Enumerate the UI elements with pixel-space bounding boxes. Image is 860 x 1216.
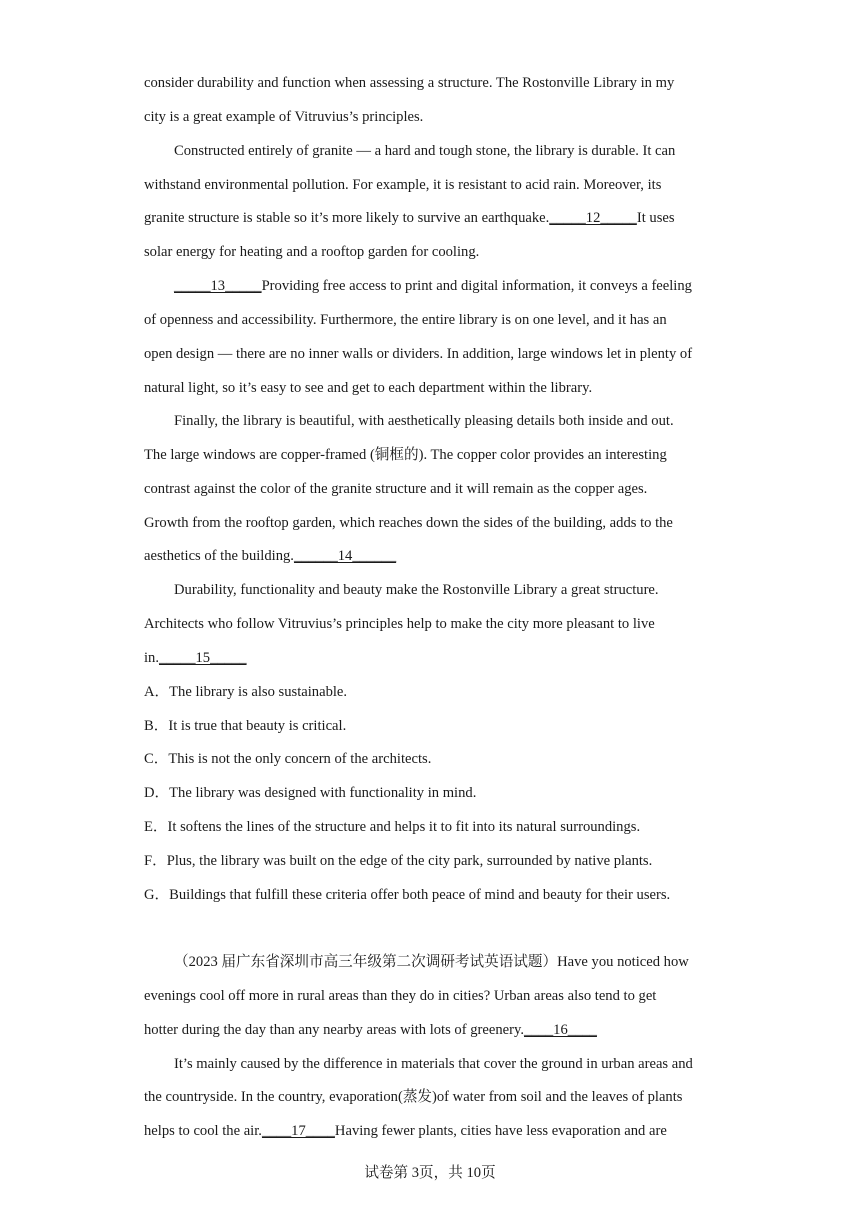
text-line: The large windows are copper-framed (铜框的). The copper color provides an interesting [144, 447, 667, 463]
text-line: It’s mainly caused by the difference in materials that cover the ground in urban areas and [174, 1056, 693, 1072]
text-line: consider durability and function when assessing a structure. The Rostonville Library in my [144, 75, 675, 91]
text-segment: Providing free access to print and digital information, it conveys a feeling [261, 278, 692, 294]
answer-blank-16: ____16____ [523, 1022, 597, 1038]
text-line: the countryside. In the country, evaporation(蒸发)of water from soil and the leaves of plants [144, 1089, 683, 1105]
text-line [144, 546, 396, 566]
option-f: F．Plus, the library was built on the edge of the city park, surrounded by native plants. [144, 853, 653, 869]
text-segment: in. [144, 650, 159, 666]
answer-blank-17: ____17____ [261, 1123, 335, 1139]
option-b: B．It is true that beauty is critical. [144, 718, 347, 734]
text-line: open design — there are no inner walls or dividers. In addition, large windows let in plenty of [144, 346, 693, 362]
text-line: city is a great example of Vitruvius’s principles. [144, 109, 424, 125]
text-segment: Having fewer plants, cities have less evaporation and are [334, 1123, 667, 1139]
option-c: C．This is not the only concern of the architects. [144, 751, 432, 767]
text-line [144, 208, 675, 228]
text-segment: aesthetics of the building. [144, 548, 294, 564]
text-segment: hotter during the day than any nearby areas with lots of greenery. [144, 1022, 524, 1038]
text-line [144, 648, 247, 668]
text-line: withstand environmental pollution. For example, it is resistant to acid rain. Moreover, its [144, 177, 662, 193]
text-line: Durability, functionality and beauty make the Rostonville Library a great structure. [174, 582, 659, 598]
option-a: A．The library is also sustainable. [144, 684, 348, 700]
text-line: （2023 届广东省深圳市高三年级第二次调研考试英语试题）Have you noticed how [174, 954, 689, 970]
text-line: Growth from the rooftop garden, which reaches down the sides of the building, adds to the [144, 515, 673, 531]
text-line [144, 1020, 597, 1040]
option-e: E．It softens the lines of the structure and helps it to fit into its natural surroundings. [144, 819, 641, 835]
text-line: Constructed entirely of granite — a hard and tough stone, the library is durable. It can [174, 143, 676, 159]
answer-blank-14: ______14______ [293, 548, 397, 564]
text-line: evenings cool off more in rural areas than they do in cities? Urban areas also tend to get [144, 988, 657, 1004]
text-line: Architects who follow Vitruvius’s principles help to make the city more pleasant to live [144, 616, 655, 632]
answer-blank-13: _____13_____ [174, 278, 262, 294]
text-line: natural light, so it’s easy to see and get to each department within the library. [144, 380, 593, 396]
option-d: D．The library was designed with functionality in mind. [144, 785, 477, 801]
text-line [144, 1121, 667, 1141]
page-footer: 试卷第 3页，共 10页 [364, 1165, 496, 1181]
text-line [174, 276, 692, 296]
text-line: of openness and accessibility. Furthermore, the entire library is on one level, and it has an [144, 312, 667, 328]
text-segment: It uses [636, 210, 675, 226]
text-segment: granite structure is stable so it’s more likely to survive an earthquake. [144, 210, 550, 226]
option-g: G．Buildings that fulfill these criteria offer both peace of mind and beauty for their users. [144, 887, 671, 903]
text-line: solar energy for heating and a rooftop garden for cooling. [144, 244, 480, 260]
text-segment: helps to cool the air. [144, 1123, 262, 1139]
answer-blank-15: _____15_____ [159, 650, 247, 666]
answer-blank-12: _____12_____ [549, 210, 637, 226]
text-line: contrast against the color of the granite structure and it will remain as the copper ages. [144, 481, 648, 497]
text-line: Finally, the library is beautiful, with aesthetically pleasing details both inside and out. [174, 413, 674, 429]
